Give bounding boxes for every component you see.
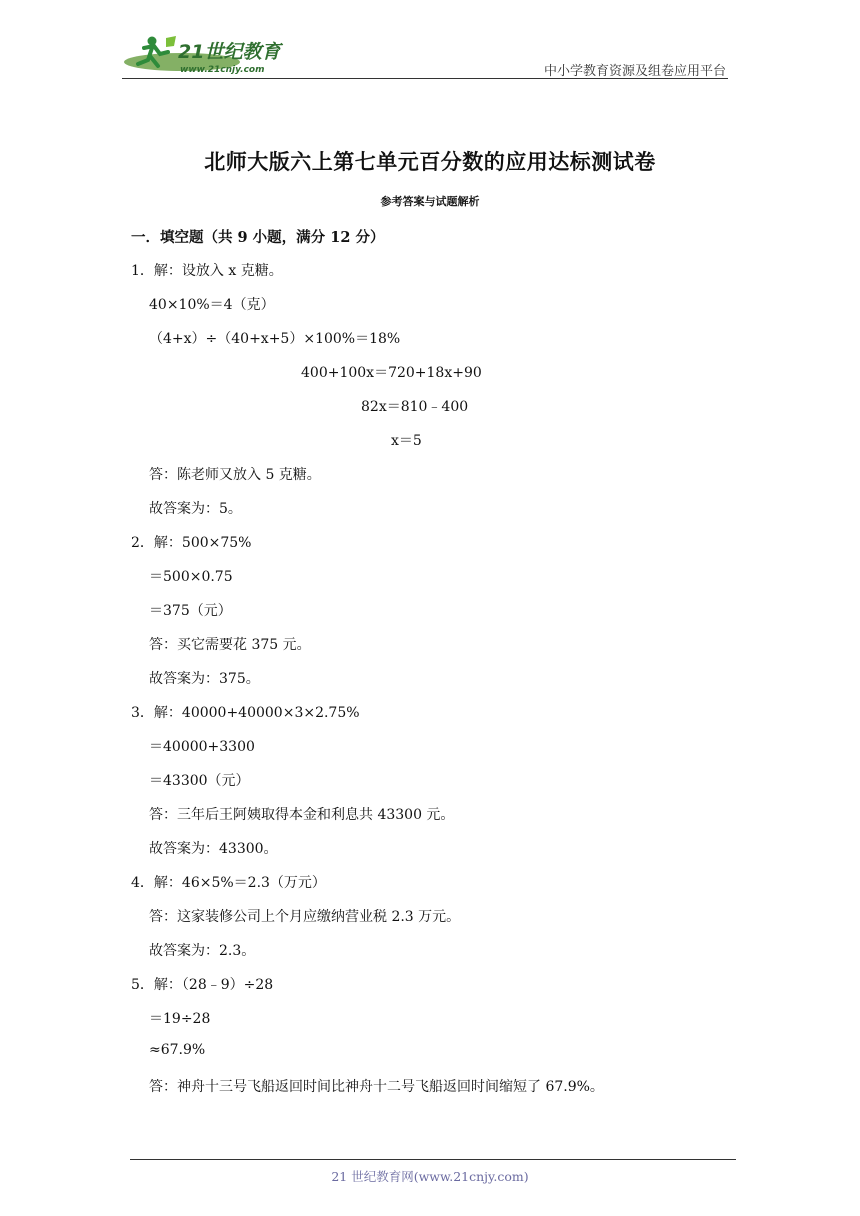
q1-conclusion: 故答案为：5。 xyxy=(149,501,242,517)
q1-line-3: 400+100x＝720+18x+90 xyxy=(301,365,482,381)
q2-head: 2．解：500×75% xyxy=(131,535,252,551)
header-divider xyxy=(122,78,728,79)
q2-line-1: ＝500×0.75 xyxy=(149,569,233,585)
q1-line-5: x＝5 xyxy=(391,433,422,449)
page-header xyxy=(122,30,728,78)
q3-answer: 答：三年后王阿姨取得本金和利息共 43300 元。 xyxy=(149,807,455,823)
q2-answer: 答：买它需要花 375 元。 xyxy=(149,637,311,653)
q5-line-1: ＝19÷28 xyxy=(149,1011,211,1027)
q1-answer: 答：陈老师又放入 5 克糖。 xyxy=(149,467,321,483)
q1-head: 1．解：设放入 x 克糖。 xyxy=(131,263,283,279)
q1-line-4: 82x＝810﹣400 xyxy=(361,399,469,415)
q4-head: 4．解：46×5%＝2.3（万元） xyxy=(131,875,326,891)
q4-answer: 答：这家装修公司上个月应缴纳营业税 2.3 万元。 xyxy=(149,909,461,925)
footer-link[interactable]: 21 世纪教育网(www.21cnjy.com) xyxy=(331,1169,529,1184)
21cnjy-logo xyxy=(122,32,292,76)
footer-divider xyxy=(130,1159,736,1160)
q1-line-2: （4+x）÷（40+x+5）×100%＝18% xyxy=(149,331,401,347)
q5-head: 5．解：（28﹣9）÷28 xyxy=(131,977,274,993)
page-subtitle: 参考答案与试题解析 xyxy=(380,195,480,208)
q3-line-2: ＝43300（元） xyxy=(149,773,250,789)
q5-answer: 答：神舟十三号飞船返回时间比神舟十二号飞船返回时间缩短了 67.9%。 xyxy=(149,1079,604,1095)
q3-head: 3．解：40000+40000×3×2.75% xyxy=(131,705,360,721)
q5-line-2: ≈67.9% xyxy=(149,1042,206,1058)
q1-line-1: 40×10%＝4（克） xyxy=(149,297,275,313)
svg-text:21世纪教育: 21世纪教育 xyxy=(178,41,281,63)
q3-conclusion: 故答案为：43300。 xyxy=(149,841,278,857)
q2-line-2: ＝375（元） xyxy=(149,603,232,619)
svg-text:www.21cnjy.com: www.21cnjy.com xyxy=(180,65,265,75)
section-heading: 一．填空题（共 9 小题，满分 12 分） xyxy=(131,229,385,246)
q4-conclusion: 故答案为：2.3。 xyxy=(149,943,256,959)
q3-line-1: ＝40000+3300 xyxy=(149,739,255,755)
page-title: 北师大版六上第七单元百分数的应用达标测试卷 xyxy=(204,149,656,174)
q2-conclusion: 故答案为：375。 xyxy=(149,671,260,687)
header-platform-text: 中小学教育资源及组卷应用平台 xyxy=(543,64,726,79)
